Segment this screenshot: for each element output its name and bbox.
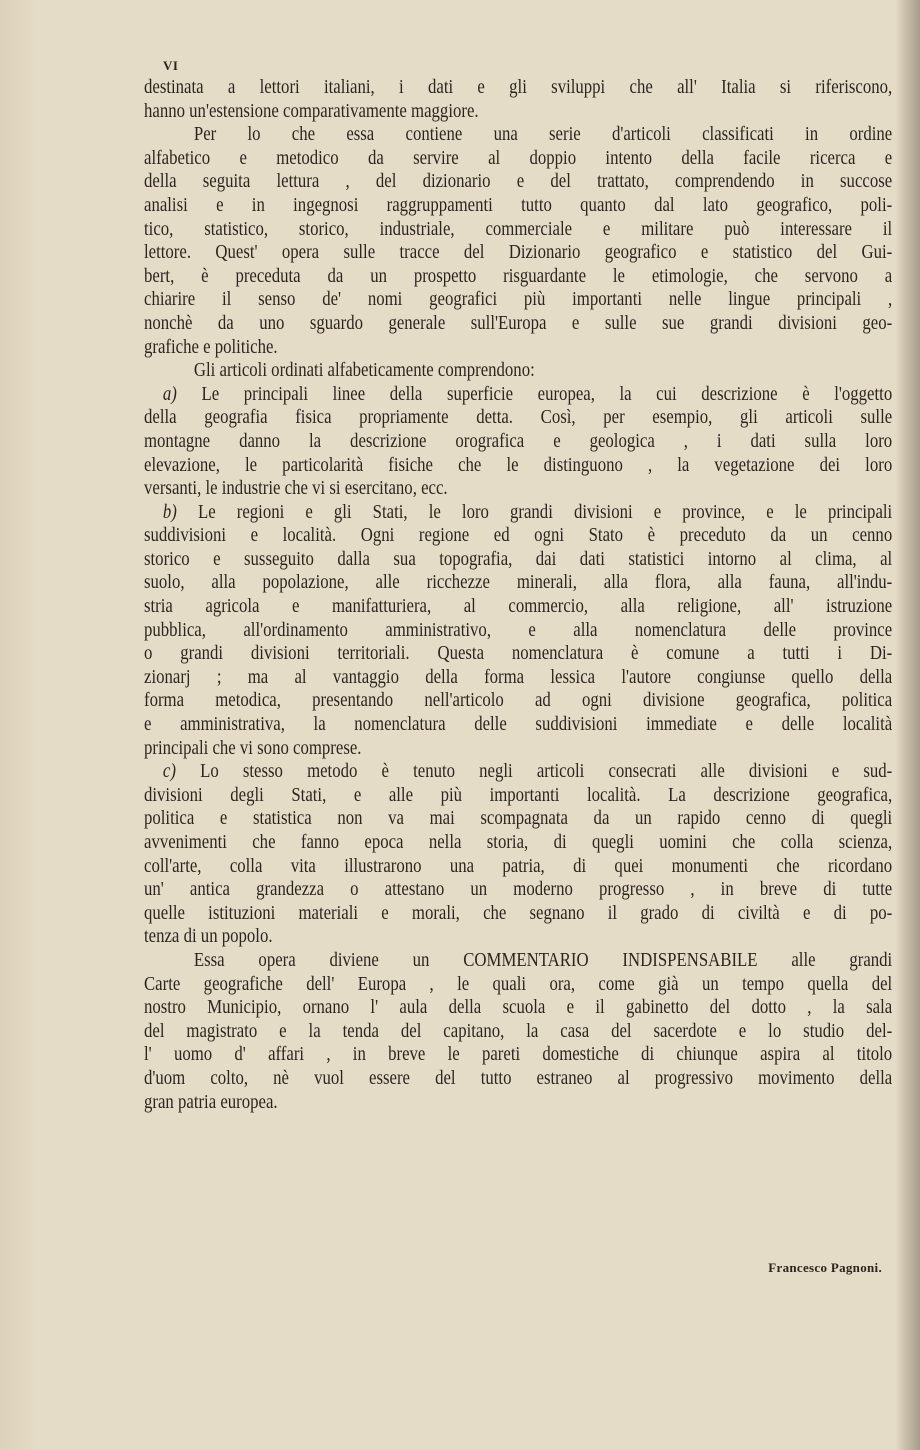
text-line: forma metodica, presentando nell'articolo ad ogni divisione geografica, politica [144,690,893,712]
text-line: versanti, le industrie che vi si esercitano, ecc. [144,478,448,500]
text-line: avvenimenti che fanno epoca nella storia, di quegli uomini che colla scienza, [144,832,893,853]
list-label-b: b) [162,501,177,523]
text-line: nonchè da uno sguardo generale sull'Europa e sulle sue grandi divisioni geo- [144,312,893,334]
text-line: o grandi divisioni territoriali. Questa nomenclatura è comune a tutti i Di- [144,643,893,665]
text-line: hanno un'estensione comparativamente maggiore. [144,100,479,122]
text-line: stria agricola e manifatturiera, al commercio, alla religione, all' istruzione [144,596,893,618]
text-line: coll'arte, colla vita illustrarono una patria, di quei monumenti che ricordano [144,855,893,877]
text-line: suolo, alla popolazione, alle ricchezze minerali, alla flora, alla fauna, all'indu- [144,572,893,594]
text-line: e amministrativa, la nomenclatura delle suddivisioni immediate e delle località [144,714,893,736]
list-item-c [144,760,892,784]
list-item-a [144,383,892,407]
text-line: grafiche e politiche. [144,336,278,358]
text-line: nostro Municipio, ornano l' aula della scuola e il gabinetto del dotto , la sala [144,997,893,1019]
page-number: VI [163,58,179,73]
author-signature: Francesco Pagnoni. [768,1260,882,1275]
list-item-b-text: Le regioni e gli Stati, le loro grandi divisioni e province, e le principali [197,501,893,523]
list-item-a-text: Le principali linee della superficie europea, la cui descrizione è l'oggetto [201,383,893,405]
text-line: alfabetico e metodico da servire al doppio intento della facile ricerca e [144,147,893,169]
text-line: gran patria europea. [144,1091,278,1113]
list-item-b [144,501,892,525]
text-line: pubblica, all'ordinamento amministrativo, e alla nomenclatura delle province [144,619,893,641]
text-line: politica e statistica non va mai scompagnata da un rapido cenno di quegli [144,808,893,830]
list-item-c-text: Lo stesso metodo è tenuto negli articoli consecrati alle divisioni e sud- [200,761,893,783]
list-label-a: a) [162,383,177,405]
body-text [144,76,892,1114]
text-line: chiarire il senso de' nomi geografici più importanti nelle lingue principali , [144,289,893,311]
text-line: bert, è preceduta da un prospetto risguardante le etimologie, che servono a [144,265,893,287]
text-line: principali che vi sono comprese. [144,737,362,759]
text-line: tico, statistico, storico, industriale, commerciale e militare può interessare il [144,218,893,240]
text-line: suddivisioni e località. Ogni regione ed ogni Stato è preceduto da un cenno [144,525,893,547]
text-line: d'uom colto, nè vuol essere del tutto estraneo al progressivo movimento della [144,1067,893,1089]
text-line: del magistrato e la tenda del capitano, la casa del sacerdote e lo studio del- [144,1020,893,1042]
text-line: divisioni degli Stati, e alle più importanti località. La descrizione geografica, [144,784,893,806]
text-line: lettore. Quest' opera sulle tracce del Dizionario geografico e statistico del Gui- [144,242,893,264]
text-line: della seguita lettura , del dizionario e del trattato, comprendendo in succose [144,171,893,193]
text-line: storico e susseguito dalla sua topografia, dai dati statistici intorno al clima, al [144,548,893,570]
text-line: un' antica grandezza o attestano un moderno progresso , in breve di tutte [144,879,893,901]
text-line: montagne danno la descrizione orografica e geologica , i dati sulla loro [144,430,893,452]
text-line: l' uomo d' affari , in breve le pareti domestiche di chiunque aspira al titolo [144,1044,893,1066]
text-line: Carte geografiche dell' Europa , le quali ora, come già un tempo quella del [144,973,893,995]
paragraph-start: Gli articoli ordinati alfabeticamente comprendono: [193,360,535,382]
list-label-c: c) [162,761,176,783]
paragraph-start: Per lo che essa contiene una serie d'articoli classificati in ordine [193,124,893,146]
text-line: destinata a lettori italiani, i dati e gli sviluppi che all' Italia si riferiscono, [144,77,893,98]
text-line: zionarj ; ma al vantaggio della forma lessica l'autore congiunse quello della [144,666,893,688]
text-line: della geografia fisica propriamente detta. Così, per esempio, gli articoli sulle [144,407,893,429]
text-line: elevazione, le particolarità fisiche che le distinguono , la vegetazione dei loro [144,454,893,476]
text-line: quelle istituzioni materiali e morali, che segnano il grado di civiltà e di po- [144,902,893,924]
text-line: tenza di un popolo. [144,926,273,948]
text-line: analisi e in ingegnosi raggruppamenti tutto quanto dal lato geografico, poli- [144,194,893,216]
paragraph-start: Essa opera diviene un COMMENTARIO INDISPENSABILE alle grandi [193,949,893,971]
